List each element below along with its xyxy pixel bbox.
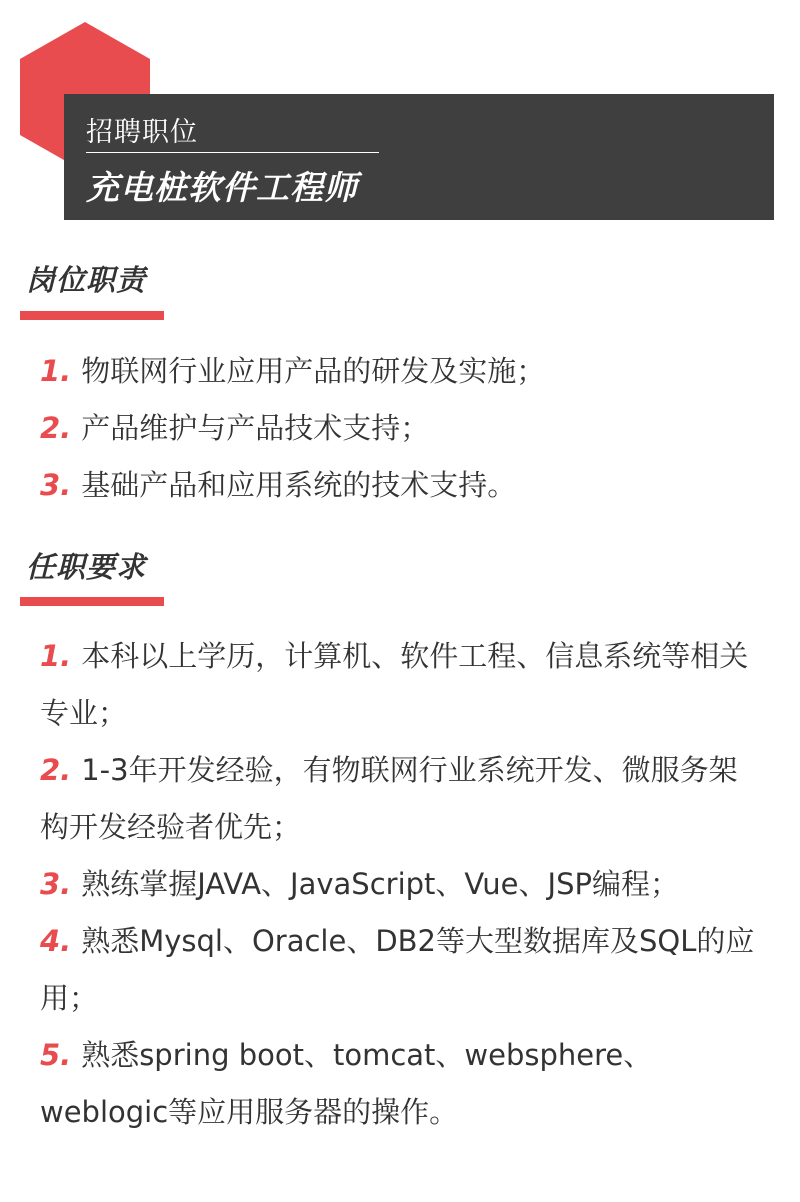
item-number: 2. <box>40 411 72 445</box>
item-text: 1-3年开发经验，有物联网行业系统开发、微服务架构开发经验者优先； <box>40 753 738 844</box>
requirements-list <box>40 628 760 1141</box>
section-underline <box>20 311 164 320</box>
list-item <box>40 856 760 913</box>
job-title: 充电桩软件工程师 <box>86 168 358 207</box>
item-number: 3. <box>40 867 72 901</box>
list-item <box>40 400 760 457</box>
item-text: 熟练掌握JAVA、JavaScript、Vue、JSP编程； <box>81 867 679 901</box>
section-underline <box>20 597 164 606</box>
list-item <box>40 913 760 1027</box>
item-number: 2. <box>40 753 72 787</box>
header-divider <box>86 152 379 153</box>
item-number: 1. <box>40 354 72 388</box>
list-item <box>40 628 760 742</box>
section-heading-responsibilities: 岗位职责 <box>26 263 147 297</box>
responsibilities-list <box>40 343 760 514</box>
section-heading-requirements: 任职要求 <box>26 550 147 584</box>
item-text: 熟悉Mysql、Oracle、DB2等大型数据库及SQL的应用； <box>40 924 755 1015</box>
list-item <box>40 457 760 514</box>
job-label: 招聘职位 <box>86 117 198 148</box>
item-number: 4. <box>40 924 72 958</box>
item-text: 本科以上学历，计算机、软件工程、信息系统等相关专业； <box>40 639 749 730</box>
item-number: 1. <box>40 639 72 673</box>
list-item <box>40 742 760 856</box>
job-header-card <box>64 94 774 220</box>
item-text: 产品维护与产品技术支持； <box>81 411 430 445</box>
item-text: 物联网行业应用产品的研发及实施； <box>81 354 546 388</box>
list-item <box>40 1027 760 1141</box>
item-text: 基础产品和应用系统的技术支持。 <box>81 468 517 502</box>
item-number: 5. <box>40 1038 72 1072</box>
item-text: 熟悉spring boot、tomcat、websphere、weblogic等应用服务器的操作。 <box>40 1038 653 1129</box>
list-item <box>40 343 760 400</box>
item-number: 3. <box>40 468 72 502</box>
